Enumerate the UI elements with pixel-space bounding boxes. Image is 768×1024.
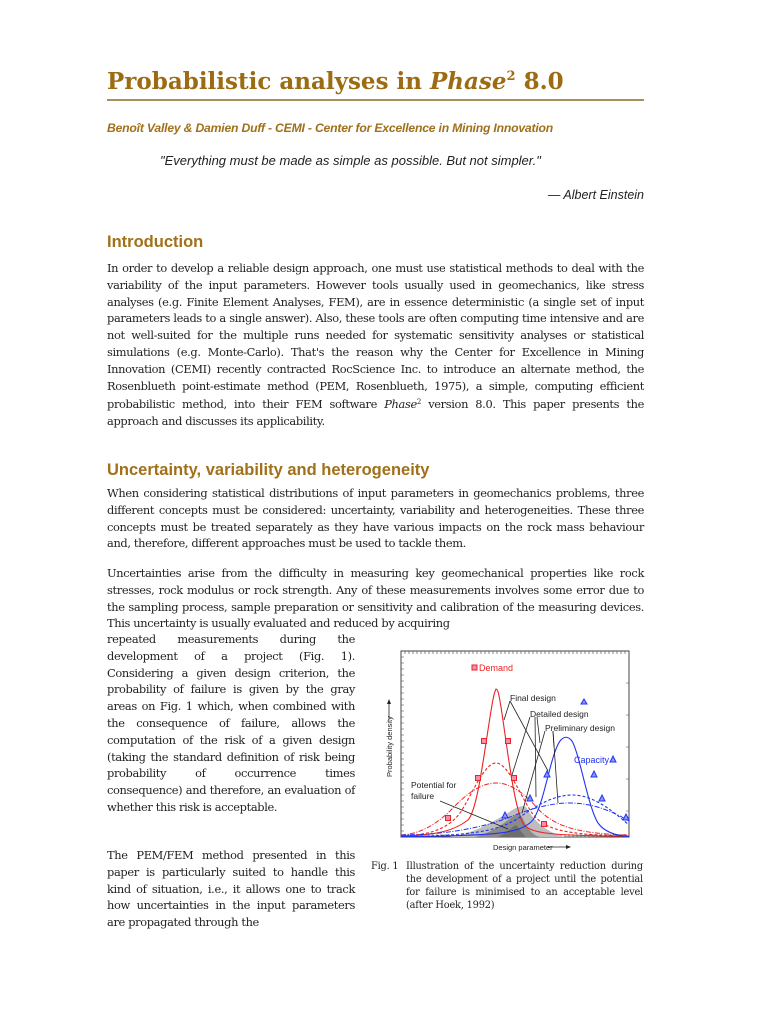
epigraph-attribution: — Albert Einstein <box>547 188 644 202</box>
intro-text-end: version 8.0. This paper presents the approach and discusses its applicability. <box>107 397 644 429</box>
intro-paragraph <box>107 260 644 430</box>
capacity-label: Capacity <box>574 755 610 765</box>
title-version: 8.0 <box>515 68 564 95</box>
document-title <box>107 68 564 95</box>
potential-failure-label-line1: Potential for <box>411 780 457 790</box>
pem-fem-paragraph: The PEM/FEM method presented in this paper is particularly suited to handle this kind of situation, i.e., it allows one to track how uncertainties in the input parameters are propagated through the <box>107 848 355 930</box>
title-divider <box>107 99 644 101</box>
x-axis-label: Design parameter <box>493 843 553 852</box>
demand-label: Demand <box>479 663 514 673</box>
software-name: Phase <box>384 397 417 412</box>
title-text: Probabilistic analyses in <box>107 68 430 95</box>
uncertainty-paragraph-2: Uncertainties arise from the difficulty in measuring key geomechanical properties like rock stresses, rock modulus or rock strength. Any of these measurements involves some error due to the sampling process, sample preparation or sensitivity and calibration of the measuring devices. This uncertainty is usually evaluated and reduced by acquiring <box>107 566 644 631</box>
epigraph-quote: "Everything must be made as simple as possible. But not simpler." <box>160 153 541 168</box>
annotation-leaders <box>440 701 558 829</box>
section-heading-uncertainty: Uncertainty, variability and heterogeneity <box>107 461 430 479</box>
authors-line: Benoît Valley & Damien Duff - CEMI - Center for Excellence in Mining Innovation <box>107 121 554 135</box>
y-axis-label: Probability density <box>385 716 394 777</box>
probability-density-chart <box>380 645 650 855</box>
software-superscript: 2 <box>416 398 421 407</box>
capacity-legend-marker <box>610 756 616 762</box>
section-heading-introduction: Introduction <box>107 233 204 251</box>
figure-label: Fig. 1 <box>371 861 399 872</box>
figure-1 <box>380 645 650 855</box>
detailed-design-label: Detailed design <box>530 709 589 719</box>
intro-text: In order to develop a reliable design approach, one must use statistical methods to deal with the variability of the input parameters. However tools usually used in geomechanics, like stress analyses (e.g. Finite Element Analyses, FEM), are in essence deterministic (a single set of input parameters leads to a single answer). Also, these tools are often computing time intensive and are not well-suited for the multiple runs needed for systematic sensitivity analyses or statistical simulations (e.g. Monte-Carlo). That's the reason why the Center for Excellence in Mining Innovation (CEMI) recently contracted RocScience Inc. to introduce an alternate method, the Rosenblueth point-estimate method (PEM, Rosenblueth, 1975), a simple, computing efficient probabilistic method, into their FEM software <box>107 261 644 412</box>
demand-legend-marker <box>472 665 477 670</box>
title-superscript: 2 <box>506 69 516 84</box>
title-software-name: Phase <box>430 68 507 95</box>
potential-failure-label-line2: failure <box>411 791 435 801</box>
preliminary-design-label: Preliminary design <box>545 723 615 733</box>
uncertainty-paragraph-1: When considering statistical distributions of input parameters in geomechanics problems, three different concepts must be considered: uncertainty, variability and heterogeneities. These three concepts must be treated separately as they have various impacts on the rock mass behaviour and, therefore, different approaches must be used to tackle them. <box>107 486 644 551</box>
figure-caption-text: Illustration of the uncertainty reduction during the development of a project until the potential for failure is minimised to an acceptable level (after Hoek, 1992) <box>406 861 643 911</box>
final-design-label: Final design <box>510 693 556 703</box>
uncertainty-paragraph-2-cont: repeated measurements during the development of a project (Fig. 1). Considering a given design criterion, the probability of failure is given by the gray areas on Fig. 1 which, when combined with the consequence of failure, allows the computation of the risk of a given design (taking the standard definition of risk being probability of occurrence times consequence) and therefore, an evaluation of whether this risk is acceptable. <box>107 632 355 814</box>
